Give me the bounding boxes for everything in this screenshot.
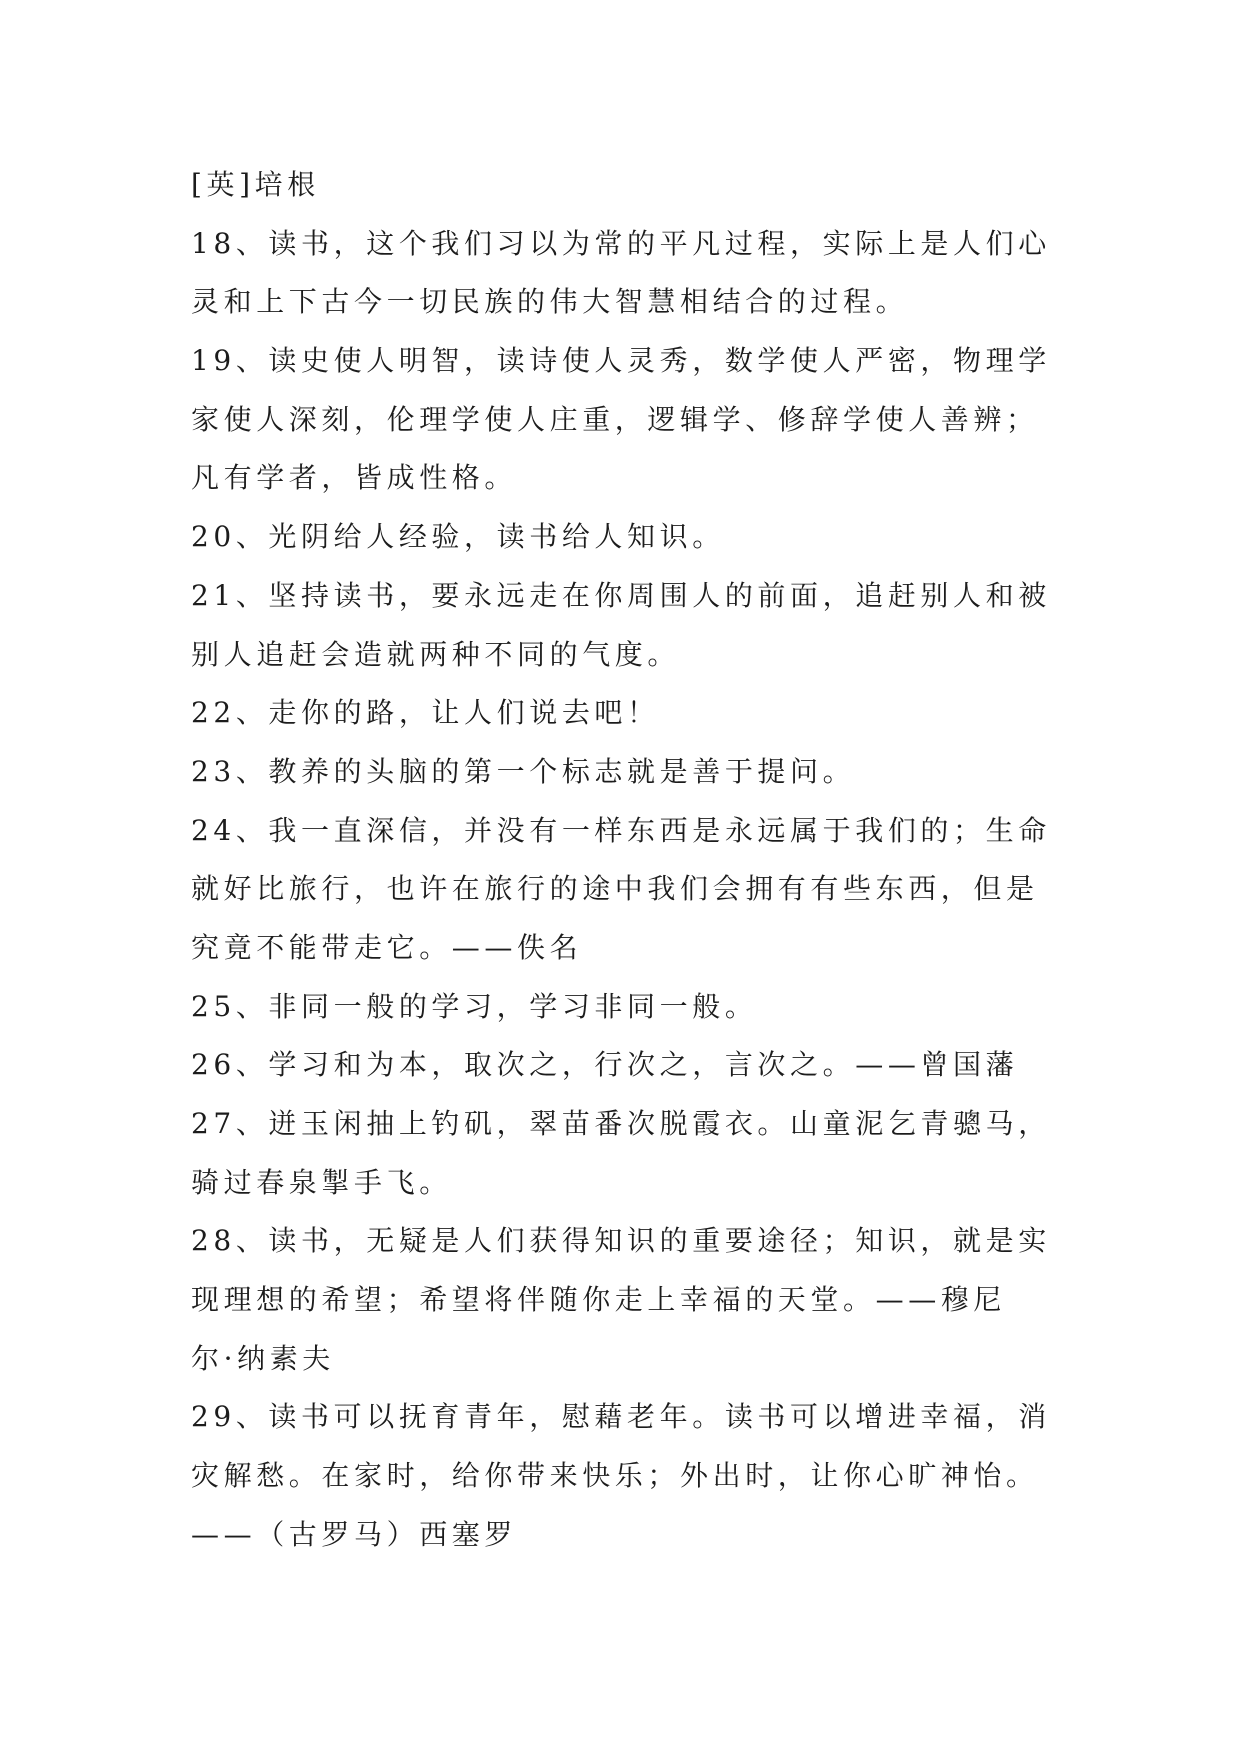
quote-list xyxy=(191,156,1151,1565)
quote-29-line-3: ——（古罗马）西塞罗 xyxy=(191,1517,518,1551)
attribution-line-bacon: [英]培根 xyxy=(191,168,320,201)
quote-19-line-3: 凡有学者，皆成性格。 xyxy=(191,461,518,495)
quote-21-line-1: 21、坚持读书，要永远走在你周围人的前面，追赶别人和被 xyxy=(191,578,1051,612)
quote-20-line-1: 20、光阴给人经验，读书给人知识。 xyxy=(191,520,725,554)
quote-24-line-3: 究竟不能带走它。——佚名 xyxy=(191,930,583,964)
quote-21-line-2: 别人追赶会造就两种不同的气度。 xyxy=(191,637,681,671)
quote-24-line-2: 就好比旅行，也许在旅行的途中我们会拥有有些东西，但是 xyxy=(191,872,1039,906)
quote-19-line-1: 19、读史使人明智，读诗使人灵秀，数学使人严密，物理学 xyxy=(191,344,1051,378)
quote-26-line-1: 26、学习和为本，取次之，行次之，言次之。——曾国藩 xyxy=(191,1048,1019,1082)
quote-28-line-2: 现理想的希望；希望将伴随你走上幸福的天堂。——穆尼 xyxy=(191,1283,1007,1317)
quote-28-line-3: 尔·纳素夫 xyxy=(191,1341,335,1375)
quote-29-line-2: 灾解愁。在家时，给你带来快乐；外出时，让你心旷神怡。 xyxy=(191,1459,1039,1493)
quote-23-line-1: 23、教养的头脑的第一个标志就是善于提问。 xyxy=(191,754,856,788)
quote-24-line-1: 24、我一直深信，并没有一样东西是永远属于我们的；生命 xyxy=(191,813,1051,847)
quote-27-line-1: 27、迸玉闲抽上钓矶，翠苗番次脱霞衣。山童泥乞青骢马， xyxy=(191,1107,1051,1140)
quote-22-line-1: 22、走你的路，让人们说去吧！ xyxy=(191,696,660,730)
quote-18-line-1: 18、读书，这个我们习以为常的平凡过程，实际上是人们心 xyxy=(191,226,1051,260)
quote-18-line-2: 灵和上下古今一切民族的伟大智慧相结合的过程。 xyxy=(191,285,909,319)
quote-19-line-2: 家使人深刻，伦理学使人庄重，逻辑学、修辞学使人善辨； xyxy=(191,402,1039,436)
quote-29-line-1: 29、读书可以抚育青年，慰藉老年。读书可以增进幸福，消 xyxy=(191,1400,1051,1434)
quote-25-line-1: 25、非同一般的学习，学习非同一般。 xyxy=(191,989,758,1023)
quote-27-line-2: 骑过春泉掣手飞。 xyxy=(191,1165,452,1199)
quote-28-line-1: 28、读书，无疑是人们获得知识的重要途径；知识，就是实 xyxy=(191,1224,1051,1258)
